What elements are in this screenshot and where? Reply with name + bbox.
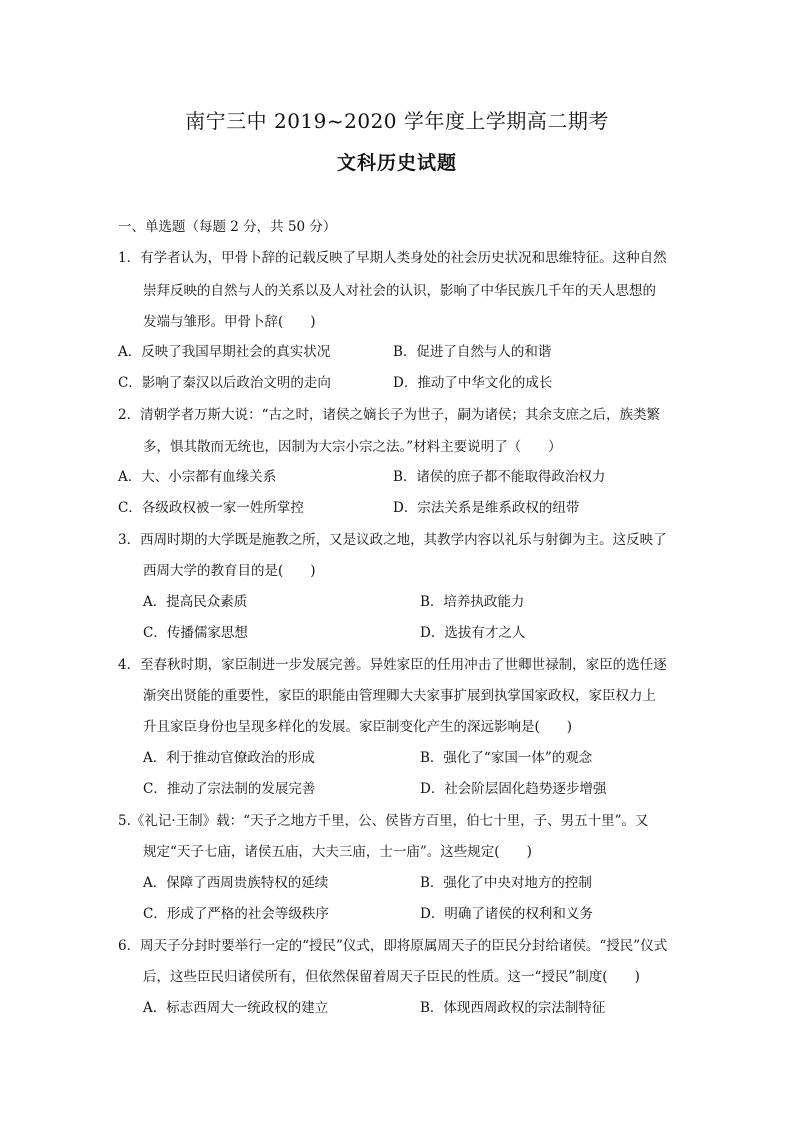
question-4-option-b: B．强化了“家国一体”的观念 [420, 750, 593, 766]
question-3-line-2: 西周大学的教育目的是( ) [143, 563, 316, 579]
question-2-line-1: 2．清朝学者万斯大说：“古之时，诸侯之嫡长子为世子，嗣为诸侯；其余支庶之后，族类繁 [118, 407, 660, 423]
exam-title: 南宁三中 2019~2020 学年度上学期高二期考 [185, 109, 609, 133]
question-3-option-b: B．培养执政能力 [420, 594, 525, 610]
question-3-option-d: D．选拔有才之人 [420, 625, 526, 641]
question-6-line-2: 后，这些臣民归诸侯所有，但依然保留着周天子臣民的性质。这一“授民”制度( ) [143, 969, 640, 985]
question-5-option-c: C．形成了严格的社会等级秩序 [143, 906, 329, 922]
question-6-line-1: 6．周天子分封时要举行一定的“授民”仪式，即将原属周天子的臣民分封给诸侯。“授民”仪式 [118, 938, 668, 954]
question-4-option-c: C．推动了宗法制的发展完善 [143, 781, 316, 797]
question-5-line-1: 5.《礼记·王制》载：“天子之地方千里，公、侯皆方百里，伯七十里，子、男五十里”。又 [118, 813, 649, 829]
question-4-line-3: 升且家臣身份也呈现多样化的发展。家臣制变化产生的深远影响是( ) [143, 719, 573, 735]
question-5-line-2: 规定“天子七庙，诸侯五庙，大夫三庙，士一庙”。这些规定( ) [143, 844, 532, 860]
question-2-option-c: C．各级政权被一家一姓所掌控 [118, 500, 304, 516]
question-4-line-1: 4．至春秋时期，家臣制进一步发展完善。异姓家臣的任用冲击了世卿世禄制，家臣的选任逐 [118, 657, 667, 673]
question-5-option-a: A．保障了西周贵族特权的延续 [143, 875, 329, 891]
section-heading: 一、单选题（每题 2 分，共 50 分） [118, 219, 337, 235]
question-3-option-a: A．提高民众素质 [143, 594, 248, 610]
question-5-option-d: D．明确了诸侯的权利和义务 [420, 906, 593, 922]
question-1-line-1: 1．有学者认为，甲骨卜辞的记载反映了早期人类身处的社会历史状况和思维特征。这种自然 [118, 250, 667, 266]
question-4-option-a: A．利于推动官僚政治的形成 [143, 750, 315, 766]
question-2-line-2: 多，惧其散而无统也，因制为大宗小宗之法。”材料主要说明了（ ） [143, 439, 562, 455]
question-6-option-a: A．标志西周大一统政权的建立 [143, 1000, 329, 1016]
question-1-line-2: 崇拜反映的自然与人的关系以及人对社会的认识，影响了中华民族几千年的天人思想的 [143, 283, 656, 299]
question-4-line-2: 渐突出贤能的重要性，家臣的职能由管理卿大夫家事扩展到执掌国家政权，家臣权力上 [143, 688, 656, 704]
question-6-option-b: B．体现西周政权的宗法制特征 [420, 1000, 606, 1016]
question-1-option-c: C．影响了秦汉以后政治文明的走向 [118, 375, 331, 391]
question-3-line-1: 3．西周时期的大学既是施教之所，又是议政之地，其教学内容以礼乐与射御为主。这反映了 [118, 532, 667, 548]
question-1-option-a: A．反映了我国早期社会的真实状况 [118, 344, 331, 360]
question-2-option-b: B．诸侯的庶子都不能取得政治权力 [393, 469, 606, 485]
question-1-line-3: 发端与雏形。甲骨卜辞( ) [143, 314, 316, 330]
question-3-option-c: C．传播儒家思想 [143, 625, 248, 641]
question-5-option-b: B．强化了中央对地方的控制 [420, 875, 592, 891]
question-2-option-a: A．大、小宗都有血缘关系 [118, 469, 277, 485]
question-2-option-d: D．宗法关系是维系政权的纽带 [393, 500, 580, 516]
question-4-option-d: D．社会阶层固化趋势逐步增强 [420, 781, 607, 797]
exam-subtitle: 文科历史试题 [336, 152, 457, 174]
question-1-option-b: B．促进了自然与人的和谐 [393, 344, 552, 360]
question-1-option-d: D．推动了中华文化的成长 [393, 375, 553, 391]
